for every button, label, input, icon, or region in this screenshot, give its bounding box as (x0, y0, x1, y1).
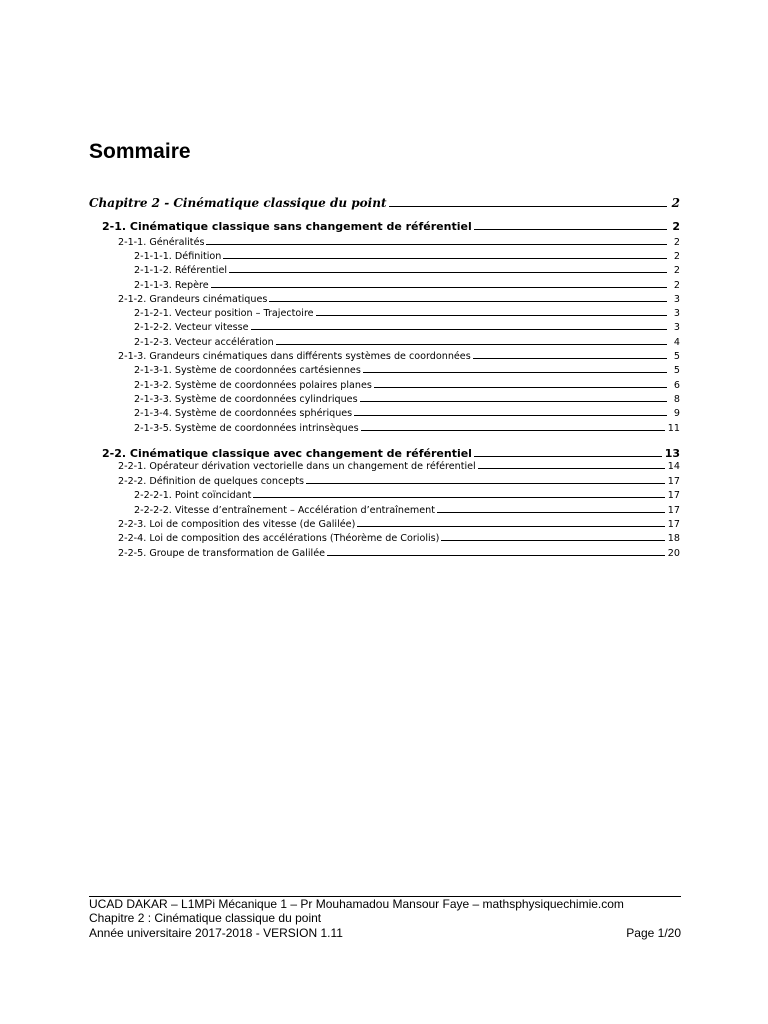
toc-entry[interactable] (134, 408, 680, 419)
toc-entry-label: 2-2. Cinématique classique avec changement de référentiel (102, 447, 472, 460)
toc-entry-page: 2 (673, 251, 680, 262)
toc-leader-line (269, 301, 667, 302)
toc-entry-label: 2-1-1-2. Référentiel (134, 265, 228, 276)
footer-course-line: UCAD DAKAR – L1MPi Mécanique 1 – Pr Mouhamadou Mansour Faye – mathsphysiquechimie.com (89, 897, 624, 911)
toc-entry-page: 6 (673, 380, 680, 391)
toc-entry-label: 2-1-3-2. Système de coordonnées polaires planes (134, 380, 372, 391)
toc-leader-line (478, 468, 665, 469)
toc-leader-line (361, 430, 665, 431)
toc-entry-label: 2-2-2. Définition de quelques concepts (118, 476, 304, 487)
toc-entry-label: 2-1-2-3. Vecteur accélération (134, 337, 274, 348)
toc-entry-page: 3 (673, 322, 680, 333)
toc-leader-line (363, 372, 667, 373)
toc-leader-line (211, 287, 667, 288)
toc-entry-page: 2 (673, 280, 680, 291)
toc-entry[interactable] (118, 476, 680, 487)
toc-leader-line (474, 456, 662, 457)
toc-entry-page: 17 (667, 476, 680, 487)
toc-entry-page: 2 (673, 237, 680, 248)
toc-entry-label: 2-2-5. Groupe de transformation de Galilée (118, 548, 326, 559)
toc-entry-page: 18 (667, 533, 680, 544)
page-title: Sommaire (89, 140, 191, 163)
toc-leader-line (251, 329, 667, 330)
toc-entry-label: 2-1-1. Généralités (118, 237, 205, 248)
toc-entry[interactable] (118, 461, 680, 472)
toc-leader-line (206, 244, 667, 245)
toc-entry[interactable] (134, 505, 680, 516)
toc-leader-line (389, 206, 668, 207)
toc-entry-label: 2-2-4. Loi de composition des accélérations (Théorème de Coriolis) (118, 533, 440, 544)
toc-leader-line (441, 540, 664, 541)
toc-leader-line (253, 497, 664, 498)
toc-leader-line (276, 344, 667, 345)
toc-entry[interactable] (134, 251, 680, 262)
toc-entry-page: 4 (673, 337, 680, 348)
toc-entry[interactable] (102, 447, 680, 460)
toc-entry[interactable] (118, 519, 680, 530)
toc-entry-label: 2-1-3-1. Système de coordonnées cartésiennes (134, 365, 361, 376)
toc-entry-label: 2-1-1-1. Définition (134, 251, 222, 262)
toc-leader-line (354, 415, 667, 416)
toc-entry-page: 5 (673, 351, 680, 362)
toc-entry[interactable] (118, 533, 680, 544)
toc-entry-page: 2 (671, 196, 680, 210)
toc-leader-line (357, 526, 664, 527)
toc-entry-page: 17 (667, 505, 680, 516)
toc-entry[interactable] (118, 548, 680, 559)
toc-entry[interactable] (134, 308, 680, 319)
toc-entry[interactable] (134, 265, 680, 276)
toc-entry-label: 2-1-2. Grandeurs cinématiques (118, 294, 268, 305)
toc-leader-line (360, 401, 667, 402)
toc-entry-page: 17 (667, 519, 680, 530)
toc-entry[interactable] (134, 490, 680, 501)
toc-entry-label: 2-1-1-3. Repère (134, 280, 209, 291)
toc-entry-label: 2-1-2-2. Vecteur vitesse (134, 322, 249, 333)
toc-leader-line (474, 229, 667, 230)
toc-entry-page: 20 (667, 548, 680, 559)
toc-entry-label: 2-2-2-1. Point coïncidant (134, 490, 252, 501)
toc-entry[interactable] (102, 220, 680, 233)
toc-entry-page: 5 (673, 365, 680, 376)
toc-entry[interactable] (118, 351, 680, 362)
footer-year-line: Année universitaire 2017-2018 - VERSION 1.11 (89, 926, 343, 940)
toc-entry-label: 2-2-3. Loi de composition des vitesse (de Galilée) (118, 519, 356, 530)
toc-entry-page: 14 (667, 461, 680, 472)
toc-entry-label: 2-2-1. Opérateur dérivation vectorielle dans un changement de référentiel (118, 461, 476, 472)
toc-entry[interactable] (118, 294, 680, 305)
toc-entry-page: 8 (673, 394, 680, 405)
toc-entry-label: 2-1-3-4. Système de coordonnées sphériques (134, 408, 353, 419)
toc-leader-line (229, 272, 667, 273)
toc-entry[interactable] (134, 365, 680, 376)
toc-entry[interactable] (134, 322, 680, 333)
toc-entry[interactable] (134, 280, 680, 291)
toc-entry-label: 2-1-2-1. Vecteur position – Trajectoire (134, 308, 314, 319)
toc-leader-line (223, 258, 667, 259)
toc-entry-page: 2 (672, 220, 680, 233)
footer-page-number: Page 1/20 (626, 926, 681, 940)
toc-entry[interactable] (118, 237, 680, 248)
toc-entry[interactable] (134, 423, 680, 434)
toc-leader-line (327, 555, 665, 556)
toc-entry-page: 17 (667, 490, 680, 501)
toc-leader-line (437, 512, 665, 513)
footer-chapter-line: Chapitre 2 : Cinématique classique du point (89, 911, 322, 925)
toc-leader-line (473, 358, 667, 359)
toc-entry-label: 2-1. Cinématique classique sans changement de référentiel (102, 220, 472, 233)
toc-leader-line (306, 483, 665, 484)
toc-entry-page: 13 (664, 447, 680, 460)
toc-entry-label: 2-2-2-2. Vitesse d’entraînement – Accélération d’entraînement (134, 505, 435, 516)
toc-entry[interactable] (134, 394, 680, 405)
toc-entry[interactable] (134, 337, 680, 348)
toc-leader-line (316, 315, 667, 316)
toc-entry-label: 2-1-3. Grandeurs cinématiques dans différents systèmes de coordonnées (118, 351, 471, 362)
toc-leader-line (374, 387, 667, 388)
toc-entry[interactable] (89, 196, 680, 210)
toc-entry-label: Chapitre 2 - Cinématique classique du point (89, 196, 387, 210)
toc-entry-page: 9 (673, 408, 680, 419)
toc-entry[interactable] (134, 380, 680, 391)
toc-entry-page: 2 (673, 265, 680, 276)
toc-entry-label: 2-1-3-5. Système de coordonnées intrinsèques (134, 423, 359, 434)
toc-entry-label: 2-1-3-3. Système de coordonnées cylindriques (134, 394, 358, 405)
toc-entry-page: 3 (673, 294, 680, 305)
toc-entry-page: 3 (673, 308, 680, 319)
toc-entry-page: 11 (667, 423, 680, 434)
